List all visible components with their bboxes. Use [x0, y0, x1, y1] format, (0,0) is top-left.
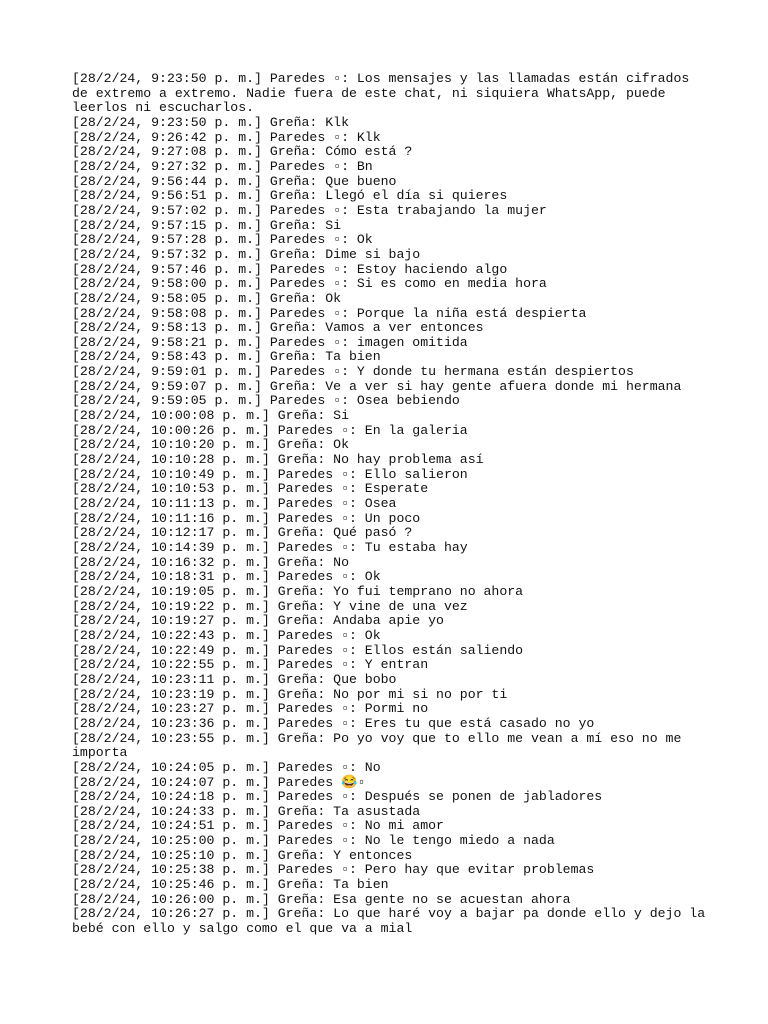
chat-message-line: [28/2/24, 10:16:32 p. m.] Greña: No [72, 554, 349, 570]
chat-transcript [72, 72, 712, 937]
chat-message-line: [28/2/24, 10:26:27 p. m.] Greña: Lo que haré voy a bajar pa donde ello y dejo la bebé con ello y salgo como el que va a mial [72, 906, 714, 937]
chat-message-line: [28/2/24, 9:26:42 p. m.] Paredes ▫: Klk [72, 129, 381, 145]
chat-message-line: [28/2/24, 10:23:36 p. m.] Paredes ▫: Eres tu que está casado no yo [72, 715, 595, 731]
chat-message-line: [28/2/24, 9:58:21 p. m.] Paredes ▫: imagen omitida [72, 334, 468, 350]
chat-message-line: [28/2/24, 10:24:51 p. m.] Paredes ▫: No mi amor [72, 818, 444, 834]
chat-message-line: [28/2/24, 10:19:22 p. m.] Greña: Y vine de una vez [72, 598, 468, 614]
chat-message-line: [28/2/24, 9:58:00 p. m.] Paredes ▫: Si es como en media hora [72, 276, 547, 292]
chat-message-line: [28/2/24, 10:23:11 p. m.] Greña: Que bobo [72, 671, 397, 687]
chat-message-line: [28/2/24, 10:24:05 p. m.] Paredes ▫: No [72, 759, 381, 775]
chat-message-line: [28/2/24, 9:59:07 p. m.] Greña: Ve a ver si hay gente afuera donde mi hermana [72, 378, 682, 394]
chat-message-line: [28/2/24, 9:58:13 p. m.] Greña: Vamos a ver entonces [72, 320, 484, 336]
chat-message-line: [28/2/24, 9:23:50 p. m.] Paredes ▫: Los mensajes y las llamadas están cifrados de extremo a extremo. Nadie fuera de este chat, ni siquiera WhatsApp, puede leerlos ni escucharlos. [72, 71, 698, 116]
chat-message-line: [28/2/24, 10:25:38 p. m.] Paredes ▫: Pero hay que evitar problemas [72, 862, 595, 878]
chat-message-line: [28/2/24, 10:00:08 p. m.] Greña: Si [72, 408, 349, 424]
chat-message-line: [28/2/24, 10:22:43 p. m.] Paredes ▫: Ok [72, 627, 381, 643]
chat-message-line: [28/2/24, 10:24:33 p. m.] Greña: Ta asustada [72, 803, 421, 819]
chat-message-line: [28/2/24, 10:23:19 p. m.] Greña: No por mi si no por ti [72, 686, 508, 702]
chat-message-line: [28/2/24, 9:27:08 p. m.] Greña: Cómo está ? [72, 144, 413, 160]
chat-message-line: [28/2/24, 10:22:49 p. m.] Paredes ▫: Ellos están saliendo [72, 642, 524, 658]
chat-message-line: [28/2/24, 10:12:17 p. m.] Greña: Qué pasó ? [72, 525, 413, 541]
chat-message-line: [28/2/24, 10:23:27 p. m.] Paredes ▫: Pormi no [72, 701, 429, 717]
chat-message-line: [28/2/24, 10:00:26 p. m.] Paredes ▫: En la galeria [72, 422, 468, 438]
chat-message-line: [28/2/24, 9:57:46 p. m.] Paredes ▫: Estoy haciendo algo [72, 261, 508, 277]
chat-message-line: [28/2/24, 9:58:43 p. m.] Greña: Ta bien [72, 349, 381, 365]
chat-message-line: [28/2/24, 9:57:15 p. m.] Greña: Si [72, 217, 342, 233]
chat-message-line: [28/2/24, 10:22:55 p. m.] Paredes ▫: Y entran [72, 657, 429, 673]
chat-message-line: [28/2/24, 9:57:32 p. m.] Greña: Dime si bajo [72, 246, 421, 262]
chat-message-line: [28/2/24, 9:57:02 p. m.] Paredes ▫: Esta trabajando la mujer [72, 202, 547, 218]
chat-message-line: [28/2/24, 9:59:05 p. m.] Paredes ▫: Osea bebiendo [72, 393, 460, 409]
chat-message-line: [28/2/24, 9:56:44 p. m.] Greña: Que bueno [72, 173, 397, 189]
chat-message-line: [28/2/24, 9:56:51 p. m.] Greña: Llegó el día si quieres [72, 188, 508, 204]
chat-message-line: [28/2/24, 10:11:13 p. m.] Paredes ▫: Osea [72, 496, 397, 512]
chat-message-line: [28/2/24, 10:11:16 p. m.] Paredes ▫: Un poco [72, 510, 421, 526]
chat-message-line: [28/2/24, 10:10:53 p. m.] Paredes ▫: Esperate [72, 481, 429, 497]
chat-message-line: [28/2/24, 9:58:08 p. m.] Paredes ▫: Porque la niña está despierta [72, 305, 587, 321]
chat-message-line: [28/2/24, 10:10:20 p. m.] Greña: Ok [72, 437, 349, 453]
chat-message-line: [28/2/24, 9:27:32 p. m.] Paredes ▫: Bn [72, 158, 373, 174]
chat-message-line: [28/2/24, 10:24:07 p. m.] Paredes 😂▫ [72, 774, 366, 790]
chat-message-line: [28/2/24, 10:25:00 p. m.] Paredes ▫: No le tengo miedo a nada [72, 833, 555, 849]
chat-message-line: [28/2/24, 10:19:27 p. m.] Greña: Andaba apie yo [72, 613, 444, 629]
chat-message-line: [28/2/24, 10:25:46 p. m.] Greña: Ta bien [72, 877, 389, 893]
chat-message-line: [28/2/24, 10:23:55 p. m.] Greña: Po yo voy que to ello me vean a mí eso no me importa [72, 730, 690, 761]
chat-message-line: [28/2/24, 10:25:10 p. m.] Greña: Y entonces [72, 847, 413, 863]
chat-message-line: [28/2/24, 10:14:39 p. m.] Paredes ▫: Tu estaba hay [72, 540, 468, 555]
chat-message-line: [28/2/24, 10:19:05 p. m.] Greña: Yo fui temprano no ahora [72, 583, 524, 599]
chat-message-line: [28/2/24, 10:10:28 p. m.] Greña: No hay problema así [72, 452, 484, 468]
chat-message-line: [28/2/24, 9:58:05 p. m.] Greña: Ok [72, 290, 342, 306]
chat-message-line: [28/2/24, 9:59:01 p. m.] Paredes ▫: Y donde tu hermana están despiertos [72, 364, 634, 380]
chat-message-line: [28/2/24, 9:23:50 p. m.] Greña: Klk [72, 114, 349, 130]
chat-message-line: [28/2/24, 9:57:28 p. m.] Paredes ▫: Ok [72, 232, 373, 248]
chat-message-line: [28/2/24, 10:24:18 p. m.] Paredes ▫: Después se ponen de jabladores [72, 789, 603, 805]
chat-message-line: [28/2/24, 10:26:00 p. m.] Greña: Esa gente no se acuestan ahora [72, 891, 571, 907]
chat-message-line: [28/2/24, 10:18:31 p. m.] Paredes ▫: Ok [72, 569, 381, 585]
chat-message-line: [28/2/24, 10:10:49 p. m.] Paredes ▫: Ello salieron [72, 466, 468, 482]
